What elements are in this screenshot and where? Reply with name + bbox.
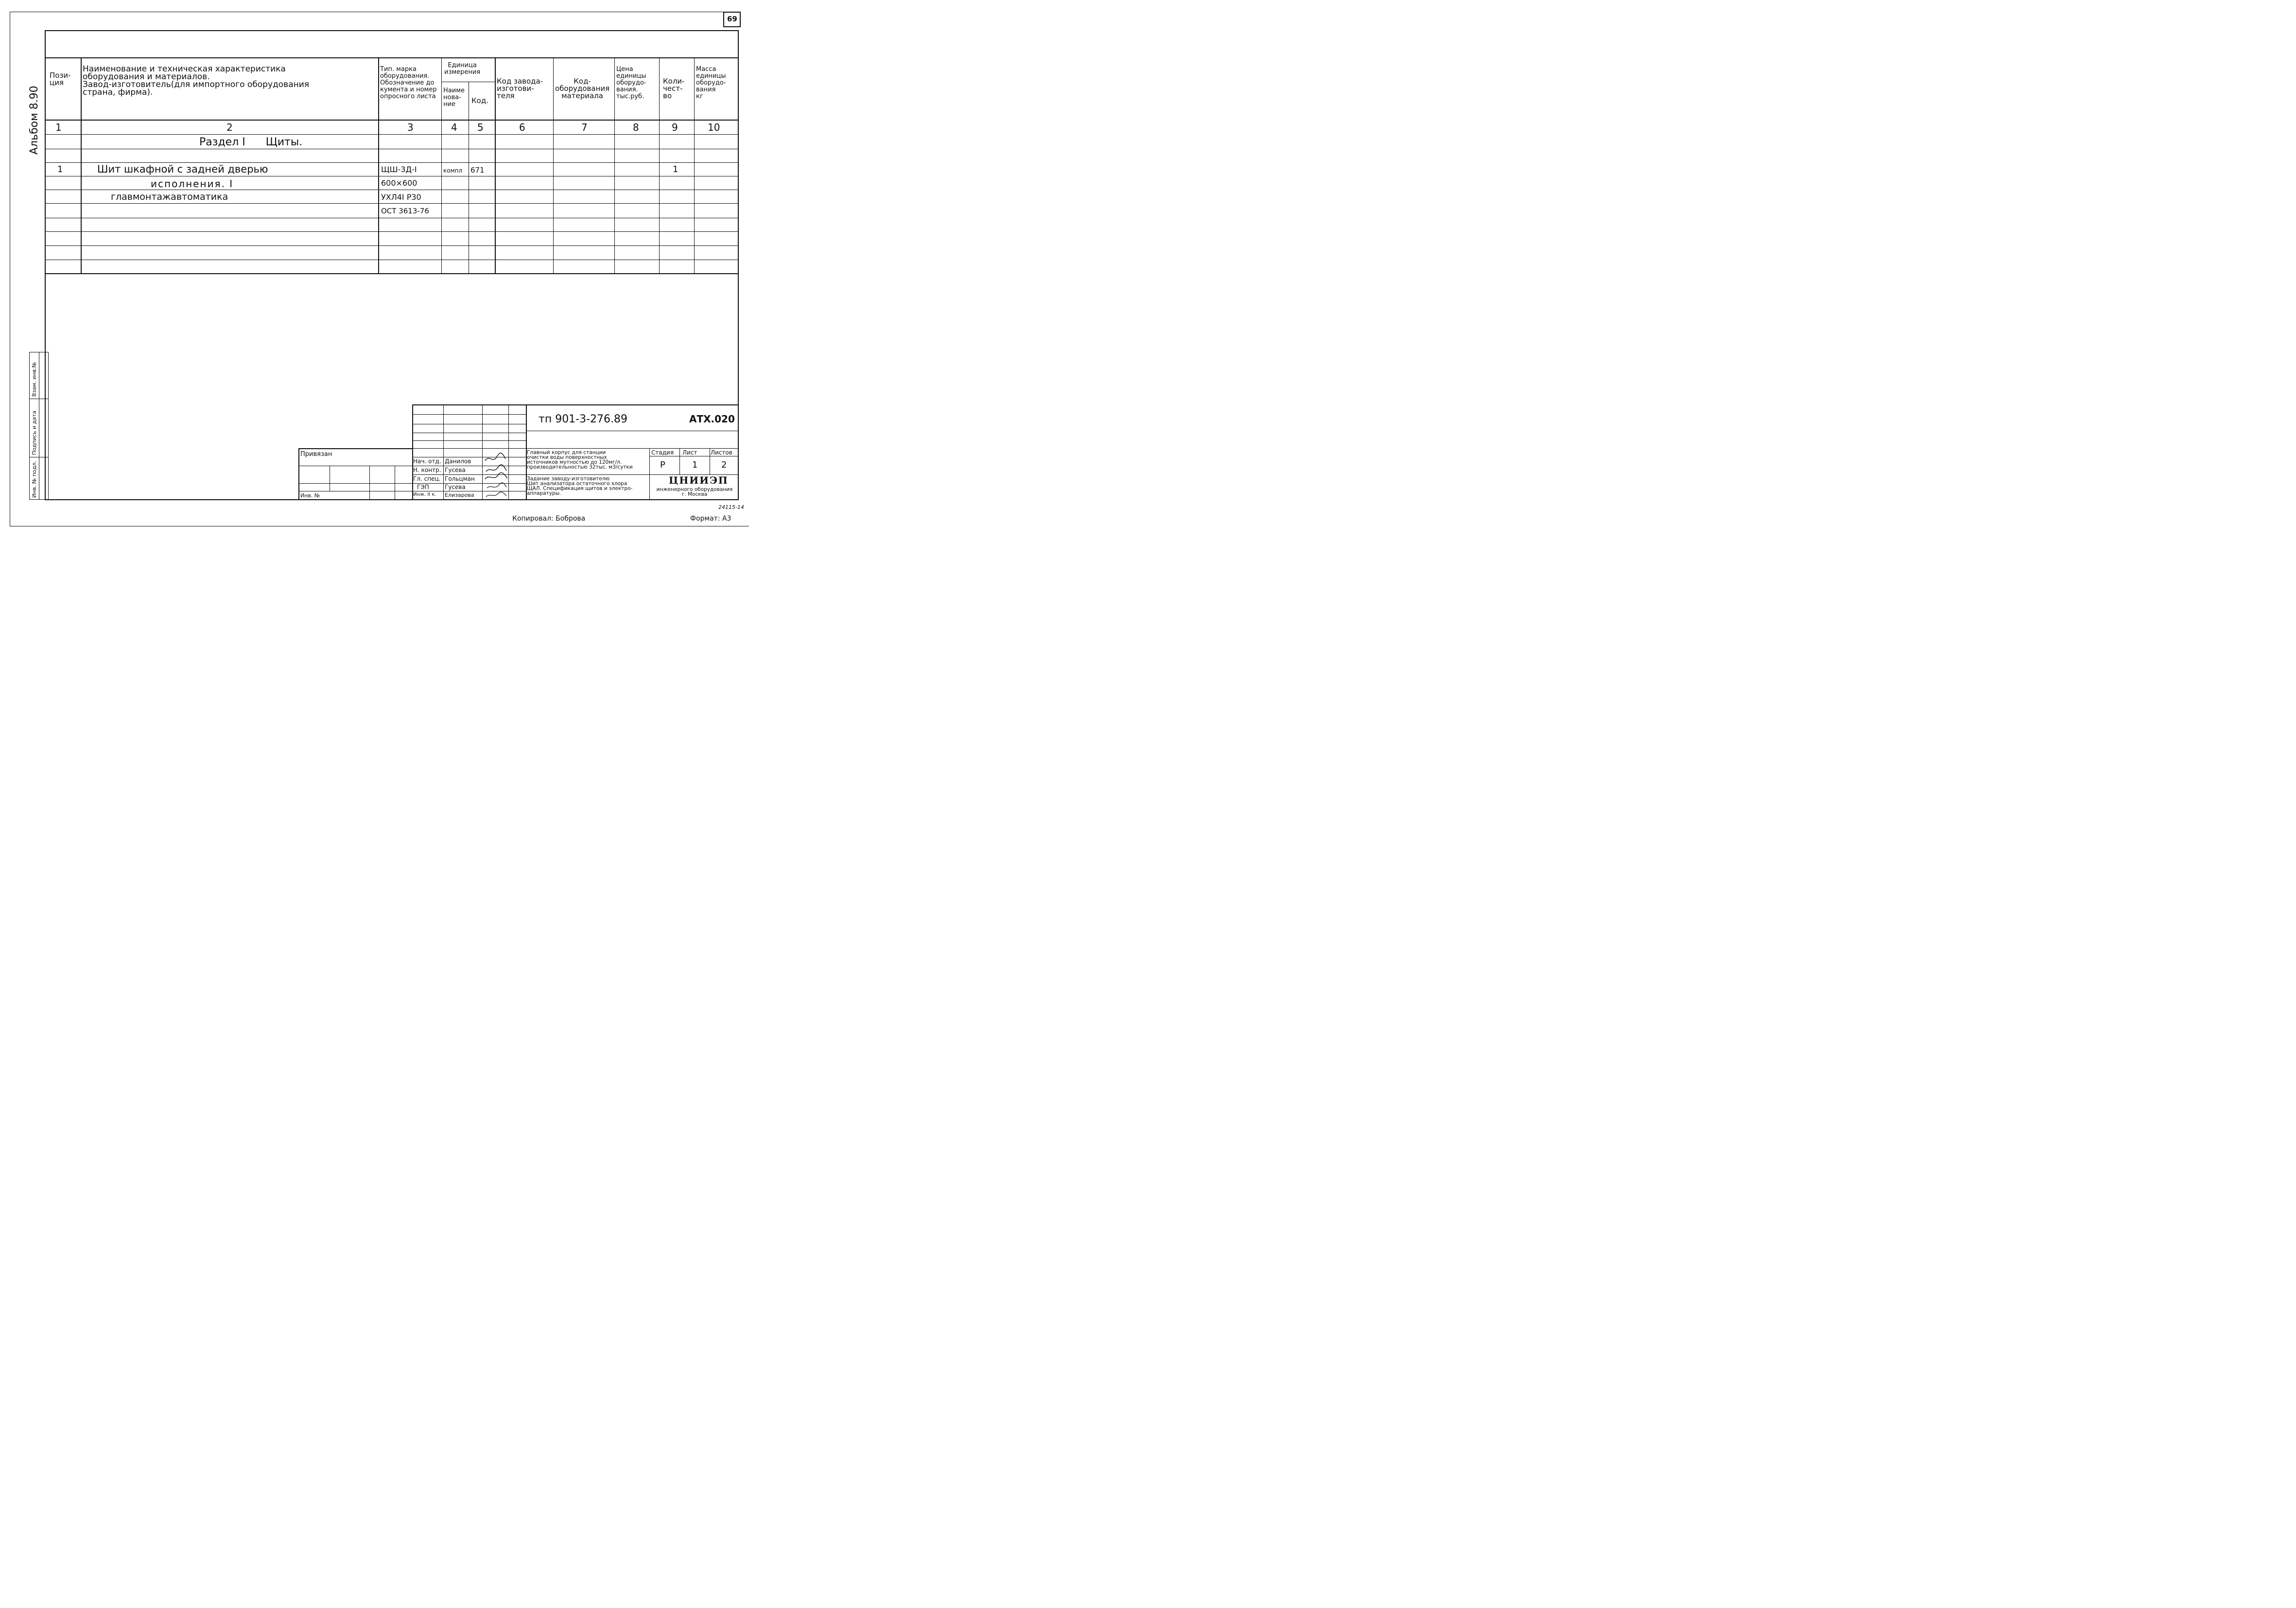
- stamp-privyazan: Привязан: [300, 451, 332, 458]
- format: Формат: А3: [690, 515, 731, 523]
- col-number: 8: [633, 122, 639, 133]
- row-quantity: 1: [673, 164, 678, 175]
- col-number: 3: [407, 122, 414, 133]
- header-factory-code: Код завода- изготови- теля: [497, 77, 543, 100]
- stamp-title: Задание заводу-изготовителю Шит анализатора остаточного хлора ЩАЛ. Спецификация щитов и электро- аппаратуры.: [527, 476, 633, 496]
- stamp-name: Гусева: [445, 484, 466, 490]
- row-mark-1: ЩШ-3Д-I: [381, 165, 417, 174]
- col-number: 7: [581, 122, 588, 133]
- header-position: Пози- ция: [50, 71, 71, 87]
- col-number: 1: [55, 122, 62, 133]
- row-mark-3: УХЛ4I Р30: [381, 192, 421, 202]
- header-unit-code: Код.: [471, 96, 488, 105]
- row-unit: компл: [443, 167, 463, 174]
- row-name-2: исполнения. I: [151, 178, 234, 190]
- col-number: 9: [672, 122, 678, 133]
- album-label: Альбом 8.90: [28, 86, 40, 155]
- row-mark-4: ОСТ 3613-76: [381, 207, 429, 215]
- org-name: ЦНИИЭП: [669, 474, 729, 486]
- section-title: Раздел I Щиты.: [199, 136, 303, 148]
- stamp-inv-no: Инв. №: [300, 492, 320, 499]
- org-sub: инженерного оборудования г. Москва: [656, 487, 733, 497]
- col-number: 5: [477, 122, 484, 133]
- archive-number: 24115-14: [718, 504, 744, 510]
- header-price: Цена единицы оборудо- вания. тыс.руб.: [616, 66, 646, 100]
- stamp-description: Главный корпус для станции очистки воды поверхностных источников мутностью до 120мг/л. производительностью 32тыс. м3/сутки: [527, 450, 633, 470]
- col-number: 2: [226, 122, 233, 133]
- header-mass: Масса единицы оборудо- вания кг: [696, 66, 726, 100]
- stamp-role: Нач. отд.: [413, 458, 441, 465]
- col-number: 10: [708, 122, 720, 133]
- row-name-3: главмонтажавтоматика: [111, 192, 228, 202]
- stadia-value: Р: [660, 460, 665, 470]
- row-name-1: Шит шкафной с задней дверью: [97, 163, 268, 175]
- header-name: Наименование и техническая характеристика оборудования и материалов. Завод-изготовитель(для импортного оборудования страна, фирма).: [83, 64, 309, 97]
- row-mark-2: 600×600: [381, 178, 417, 188]
- header-unit-name: Наиме нова- ние: [443, 87, 465, 108]
- listov-value: 2: [721, 460, 727, 470]
- doc-suffix: АТХ.020: [689, 413, 735, 425]
- stamp-name: Данилов: [445, 458, 471, 465]
- copied-by: Копировал: Боброва: [512, 515, 586, 523]
- header-type-mark: Тип. марка оборудования. Обозначение до кумента и номер опросного листа: [380, 66, 437, 100]
- signatures: [483, 449, 509, 500]
- col-number: 6: [519, 122, 525, 133]
- stamp-role: Н. контр.: [413, 467, 441, 473]
- row-code: 671: [470, 166, 485, 175]
- stamp-name: Гольцман: [445, 475, 475, 482]
- list-value: 1: [692, 460, 698, 470]
- side-label-sign: Подпись и дата: [31, 410, 37, 455]
- stamp-role: Гл. спец.: [413, 475, 441, 482]
- row-position: 1: [57, 164, 63, 175]
- header-quantity: Коли- чест- во: [663, 77, 685, 100]
- header-equipment-code: Код- оборудования материала: [555, 77, 610, 100]
- stamp-role: ГЭП: [417, 484, 429, 490]
- stamp-role: Инж. II к.: [413, 492, 436, 497]
- stamp-name: Елизарова: [445, 492, 474, 498]
- col-number: 4: [451, 122, 457, 133]
- doc-code: тп 901-3-276.89: [539, 413, 628, 425]
- page-number: 69: [727, 15, 737, 23]
- header-unit: Единица измерения: [444, 62, 481, 76]
- side-label-inv: Инв. № подл.: [31, 461, 37, 498]
- stadia-label: Стадия: [651, 449, 674, 456]
- listov-label: Листов: [711, 449, 732, 456]
- stamp-name: Гусева: [445, 467, 466, 473]
- side-label-vzam: Взам. инв.№: [31, 362, 37, 397]
- list-label: Лист: [682, 449, 697, 456]
